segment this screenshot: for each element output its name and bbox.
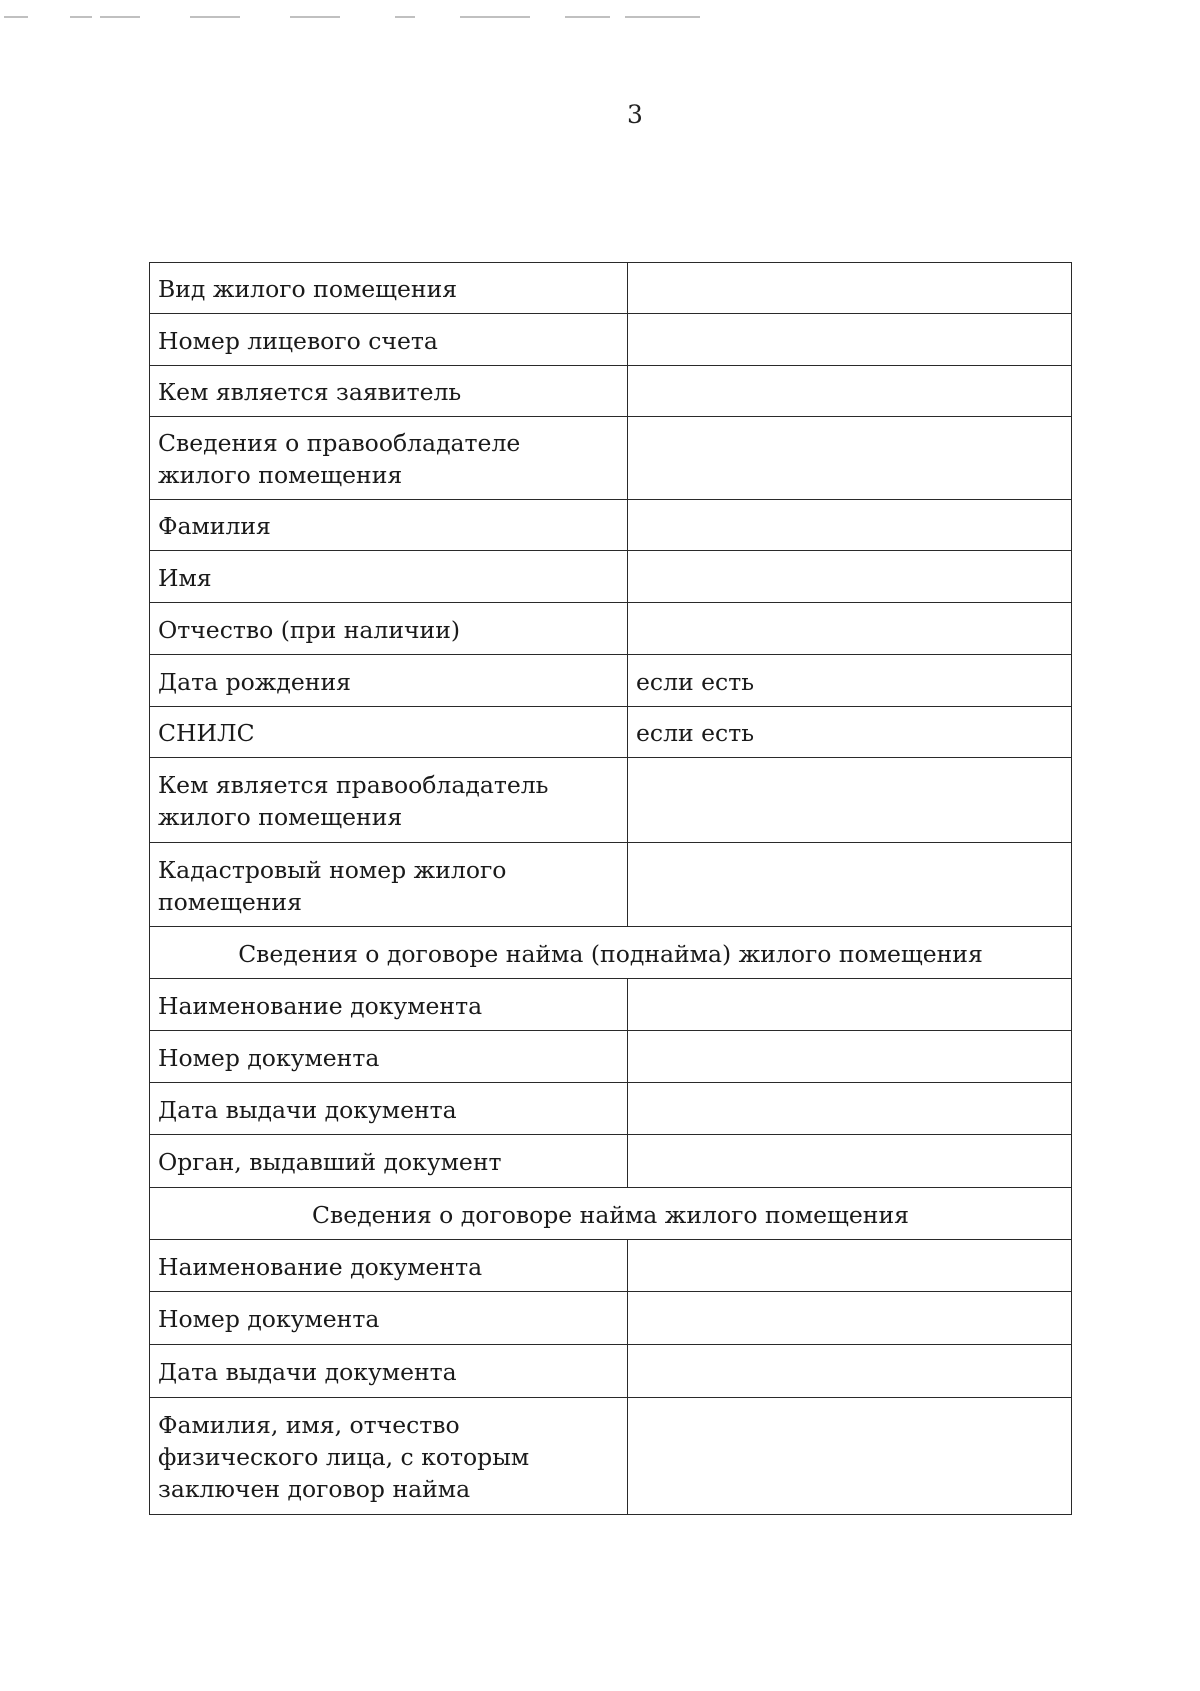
row-label: Отчество (при наличии) (150, 603, 628, 655)
row-value[interactable] (628, 263, 1072, 314)
row-value[interactable]: если есть (628, 655, 1072, 707)
row-value[interactable] (628, 1398, 1072, 1515)
table-row (150, 1292, 1072, 1345)
row-value[interactable] (628, 979, 1072, 1031)
application-form-table (149, 262, 1072, 1515)
row-value[interactable] (628, 843, 1072, 927)
row-label: Имя (150, 551, 628, 603)
table-row (150, 314, 1072, 366)
table-row (150, 1135, 1072, 1188)
row-label: Номер лицевого счета (150, 314, 628, 366)
page-number: 3 (627, 100, 643, 129)
row-label: СНИЛС (150, 707, 628, 758)
row-label: Кем является правообладатель жилого помещения (150, 758, 628, 843)
section-title: Сведения о договоре найма жилого помещения (150, 1188, 1072, 1240)
table-row (150, 417, 1072, 500)
section-title: Сведения о договоре найма (поднайма) жилого помещения (150, 927, 1072, 979)
table-row (150, 1398, 1072, 1515)
table-row (150, 366, 1072, 417)
row-value[interactable] (628, 366, 1072, 417)
row-value[interactable] (628, 758, 1072, 843)
row-label: Орган, выдавший документ (150, 1135, 628, 1188)
row-label: Дата выдачи документа (150, 1083, 628, 1135)
row-label: Номер документа (150, 1292, 628, 1345)
row-label: Сведения о правообладателе жилого помещения (150, 417, 628, 500)
table-row (150, 551, 1072, 603)
table-row (150, 1031, 1072, 1083)
row-value[interactable] (628, 1292, 1072, 1345)
row-label: Фамилия (150, 500, 628, 551)
row-value[interactable] (628, 1345, 1072, 1398)
row-label: Кем является заявитель (150, 366, 628, 417)
row-label: Кадастровый номер жилого помещения (150, 843, 628, 927)
row-value[interactable] (628, 417, 1072, 500)
table-row (150, 707, 1072, 758)
section-header-row (150, 927, 1072, 979)
table-row (150, 1240, 1072, 1292)
table-row (150, 263, 1072, 314)
row-label: Наименование документа (150, 1240, 628, 1292)
table-row (150, 758, 1072, 843)
row-label: Вид жилого помещения (150, 263, 628, 314)
table-row (150, 979, 1072, 1031)
row-value[interactable] (628, 314, 1072, 366)
table-row (150, 1345, 1072, 1398)
row-value[interactable] (628, 603, 1072, 655)
table-row (150, 1083, 1072, 1135)
table-row (150, 603, 1072, 655)
row-label: Дата рождения (150, 655, 628, 707)
scan-artifact-marks (0, 14, 720, 20)
row-value[interactable] (628, 1031, 1072, 1083)
row-value[interactable] (628, 1240, 1072, 1292)
row-value[interactable]: если есть (628, 707, 1072, 758)
row-value[interactable] (628, 500, 1072, 551)
table-row (150, 843, 1072, 927)
row-label: Номер документа (150, 1031, 628, 1083)
row-label: Фамилия, имя, отчество физического лица, с которым заключен договор найма (150, 1398, 628, 1515)
table-row (150, 655, 1072, 707)
row-value[interactable] (628, 551, 1072, 603)
row-value[interactable] (628, 1135, 1072, 1188)
row-label: Дата выдачи документа (150, 1345, 628, 1398)
row-label: Наименование документа (150, 979, 628, 1031)
section-header-row (150, 1188, 1072, 1240)
table-row (150, 500, 1072, 551)
row-value[interactable] (628, 1083, 1072, 1135)
